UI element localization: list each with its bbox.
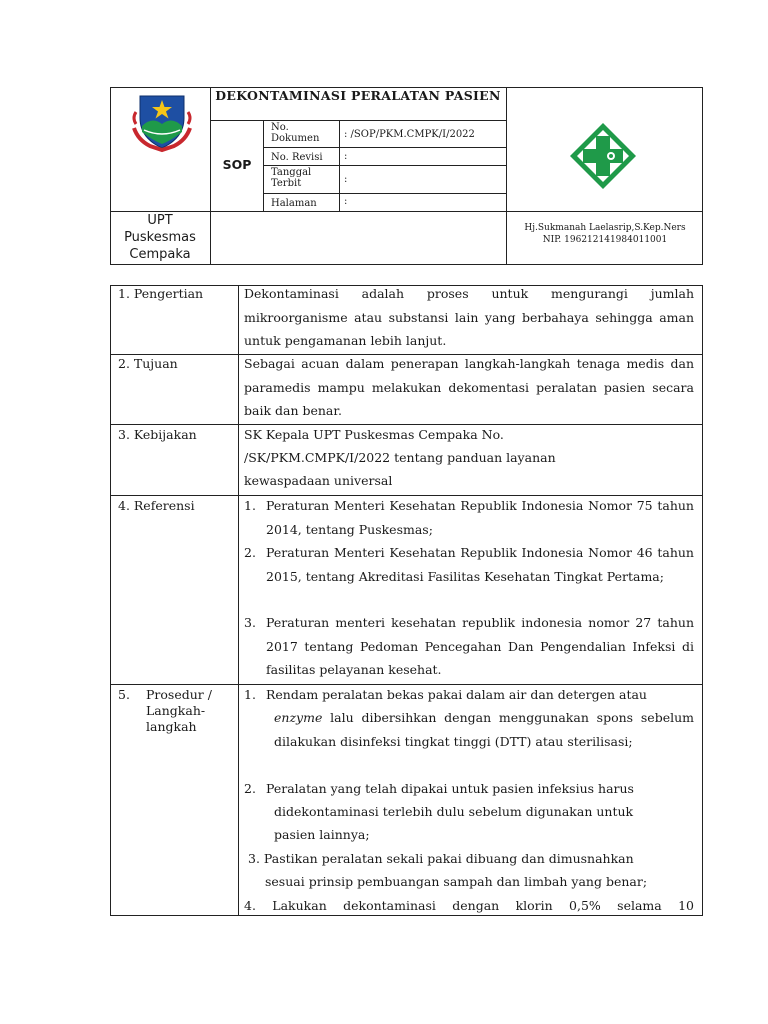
document-title: DEKONTAMINASI PERALATAN PASIEN — [215, 88, 501, 103]
list-item — [244, 541, 694, 588]
kebijakan-line-1: SK Kepala UPT Puskesmas Cempaka No. — [244, 427, 504, 442]
field-label-tanggal-terbit: Tanggal Terbit — [271, 167, 312, 189]
list-text: pasien lainnya; — [274, 827, 370, 842]
divider — [210, 87, 211, 265]
divider — [238, 285, 239, 916]
section-label-kebijakan: 3. Kebijakan — [118, 427, 197, 442]
list-text: Peralatan yang telah dipakai untuk pasien infeksius harus — [266, 781, 634, 796]
divider — [263, 193, 506, 194]
list-text: Rendam peralatan bekas pakai dalam air dan detergen atau — [266, 687, 647, 702]
list-text: sesuai prinsip pembuangan sampah dan limbah yang benar; — [265, 874, 648, 889]
list-text-continued — [274, 706, 694, 753]
field-label-no-dokumen: No. Dokumen — [271, 122, 320, 144]
field-value-no-dokumen: : /SOP/PKM.CMPK/I/2022 — [344, 129, 475, 140]
signer-nip: NIP. 196212141984011001 — [542, 235, 668, 245]
kebijakan-line-3: kewaspadaan universal — [244, 473, 393, 488]
list-item — [244, 611, 694, 682]
list-text: Peraturan menteri kesehatan republik indonesia nomor 27 tahun 2017 tentang Pedoman Pencegahan Dan Pengendalian Infeksi di fasilitas pelayanan kesehat. — [266, 615, 694, 677]
divider — [263, 147, 506, 148]
divider — [339, 120, 340, 212]
section-label-tujuan: 2. Tujuan — [118, 356, 178, 371]
prosedur-label-line-1: Prosedur / — [146, 687, 212, 702]
field-value-halaman: : — [344, 196, 348, 207]
section-label-pengertian: 1. Pengertian — [118, 286, 204, 301]
kemenkes-logo — [567, 120, 639, 192]
list-item: 4. Lakukan dekontaminasi dengan klorin 0,5% selama 10 — [244, 898, 694, 913]
list-item — [244, 777, 694, 801]
enzyme-term: enzyme — [274, 710, 323, 725]
regional-logo — [130, 88, 194, 154]
section-text-tujuan: Sebagai acuan dalam penerapan langkah-langkah tenaga medis dan paramedis mampu melakukan dekomentasi peralatan pasien secara baik dan benar. — [244, 356, 694, 418]
field-label-no-revisi: No. Revisi — [271, 152, 323, 163]
divider — [210, 120, 506, 121]
list-number: 1. — [244, 687, 256, 702]
field-value-no-revisi: : — [344, 151, 348, 162]
prosedur-label-line-3: langkah — [146, 719, 197, 734]
org-name: UPT Puskesmas Cempaka — [124, 213, 196, 262]
field-label-halaman: Halaman — [271, 198, 317, 209]
kebijakan-line-2: /SK/PKM.CMPK/I/2022 tentang panduan layanan — [244, 450, 556, 465]
list-item — [244, 494, 694, 541]
list-number: 3. — [244, 615, 256, 630]
list-number: 1. — [244, 498, 256, 513]
field-value-tanggal-terbit: : — [344, 174, 348, 185]
prosedur-label-line-2: Langkah- — [146, 703, 206, 718]
list-text: Peraturan Menteri Kesehatan Republik Indonesia Nomor 75 tahun 2014, tentang Puskesmas; — [266, 498, 694, 537]
list-text: lalu dibersihkan dengan menggunakan spons sebelum dilakukan disinfeksi tingkat tinggi (DTT) atau sterilisasi; — [274, 710, 694, 749]
section-number-prosedur: 5. — [118, 687, 130, 702]
divider — [263, 120, 264, 212]
list-number: 2. — [244, 781, 256, 796]
divider — [263, 165, 506, 166]
section-text-pengertian: Dekontaminasi adalah proses untuk mengurangi jumlah mikroorganisme atau substansi lain yang berbahaya sehingga aman untuk pengamanan lebih lanjut. — [244, 286, 694, 348]
list-text: Peraturan Menteri Kesehatan Republik Indonesia Nomor 46 tahun 2015, tentang Akreditasi Fasilitas Kesehatan Tingkat Pertama; — [266, 545, 694, 584]
list-text: didekontaminasi terlebih dulu sebelum digunakan untuk — [274, 804, 634, 819]
list-item — [244, 683, 694, 707]
section-label-referensi: 4. Referensi — [118, 498, 195, 513]
signer-name: Hj.Sukmanah Laelasrip,S.Kep.Ners — [524, 223, 686, 233]
divider — [506, 87, 507, 265]
list-number: 2. — [244, 545, 256, 560]
sop-label: SOP — [222, 157, 252, 172]
list-item: 3. Pastikan peralatan sekali pakai dibuang dan dimusnahkan — [248, 851, 634, 866]
